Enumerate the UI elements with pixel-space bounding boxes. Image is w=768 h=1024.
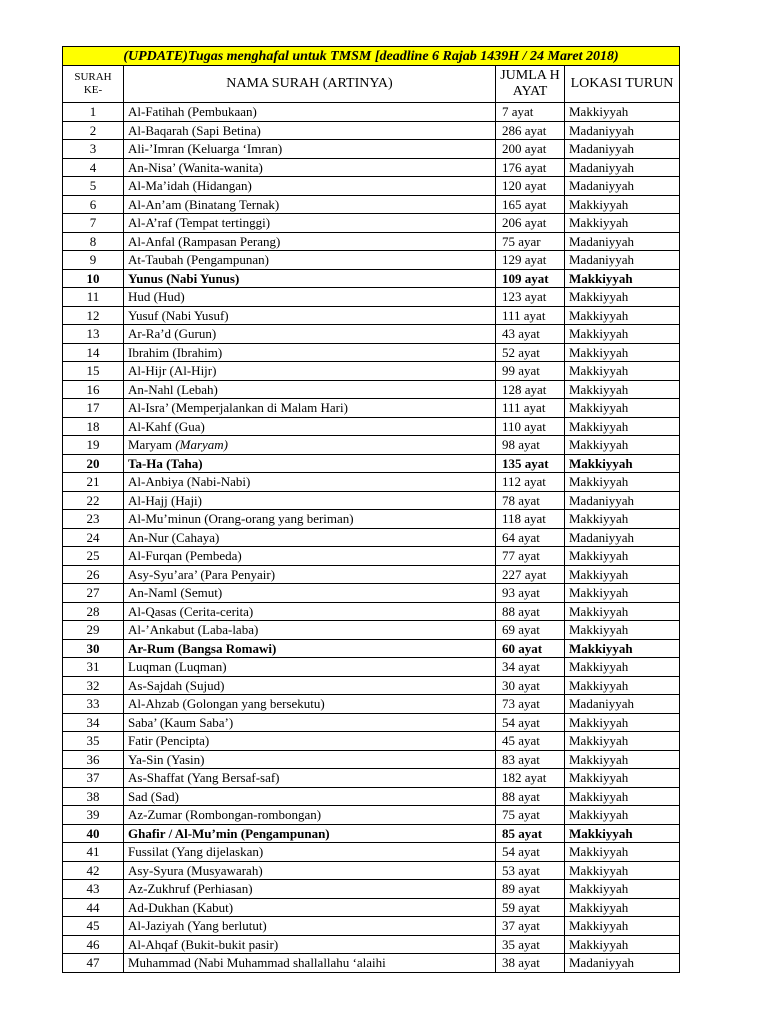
surah-name: Ar-Ra’d (Gurun) (124, 325, 496, 344)
surah-name: Ar-Rum (Bangsa Romawi) (124, 639, 496, 658)
surah-number: 4 (63, 158, 124, 177)
verse-count: 59 ayat (496, 898, 565, 917)
verse-count: 45 ayat (496, 732, 565, 751)
table-row (63, 380, 680, 399)
surah-number: 26 (63, 565, 124, 584)
table-row (63, 399, 680, 418)
table-row (63, 269, 680, 288)
revelation-place: Madaniyyah (565, 954, 680, 973)
table-row (63, 602, 680, 621)
verse-count: 34 ayat (496, 658, 565, 677)
revelation-place: Makkiyyah (565, 861, 680, 880)
title-row (63, 47, 680, 66)
revelation-place: Makkiyyah (565, 639, 680, 658)
table-row (63, 362, 680, 381)
surah-number: 17 (63, 399, 124, 418)
surah-name: Ta-Ha (Taha) (124, 454, 496, 473)
surah-name: Muhammad (Nabi Muhammad shallallahu ‘alaihi (124, 954, 496, 973)
table-row (63, 177, 680, 196)
verse-count: 35 ayat (496, 935, 565, 954)
revelation-place: Madaniyyah (565, 528, 680, 547)
revelation-place: Madaniyyah (565, 140, 680, 159)
revelation-place: Makkiyyah (565, 880, 680, 899)
verse-count: 77 ayat (496, 547, 565, 566)
surah-number: 6 (63, 195, 124, 214)
verse-count: 123 ayat (496, 288, 565, 307)
surah-name: Al-Baqarah (Sapi Betina) (124, 121, 496, 140)
table-row (63, 547, 680, 566)
surah-name: Al-A’raf (Tempat tertinggi) (124, 214, 496, 233)
surah-name: Al-Fatihah (Pembukaan) (124, 103, 496, 122)
revelation-place: Makkiyyah (565, 935, 680, 954)
surah-number: 39 (63, 806, 124, 825)
surah-number: 1 (63, 103, 124, 122)
verse-count: 7 ayat (496, 103, 565, 122)
surah-number: 5 (63, 177, 124, 196)
surah-number: 47 (63, 954, 124, 973)
verse-count: 75 ayat (496, 806, 565, 825)
revelation-place: Makkiyyah (565, 565, 680, 584)
surah-name: Al-Ma’idah (Hidangan) (124, 177, 496, 196)
verse-count: 112 ayat (496, 473, 565, 492)
revelation-place: Makkiyyah (565, 843, 680, 862)
table-row (63, 251, 680, 270)
table-row (63, 676, 680, 695)
surah-name: An-Nisa’ (Wanita-wanita) (124, 158, 496, 177)
revelation-place: Makkiyyah (565, 750, 680, 769)
revelation-place: Madaniyyah (565, 121, 680, 140)
surah-name: Al-Anfal (Rampasan Perang) (124, 232, 496, 251)
verse-count: 227 ayat (496, 565, 565, 584)
table-row (63, 769, 680, 788)
surah-name: Al-Isra’ (Memperjalankan di Malam Hari) (124, 399, 496, 418)
table-row (63, 954, 680, 973)
table-row (63, 232, 680, 251)
table-row (63, 417, 680, 436)
surah-number: 46 (63, 935, 124, 954)
revelation-place: Makkiyyah (565, 473, 680, 492)
surah-number: 36 (63, 750, 124, 769)
surah-number: 8 (63, 232, 124, 251)
table-row (63, 732, 680, 751)
table-row (63, 787, 680, 806)
surah-number: 21 (63, 473, 124, 492)
revelation-place: Madaniyyah (565, 158, 680, 177)
surah-number: 31 (63, 658, 124, 677)
verse-count: 78 ayat (496, 491, 565, 510)
surah-name: Luqman (Luqman) (124, 658, 496, 677)
surah-name: Fussilat (Yang dijelaskan) (124, 843, 496, 862)
surah-name: Az-Zukhruf (Perhiasan) (124, 880, 496, 899)
verse-count: 165 ayat (496, 195, 565, 214)
revelation-place: Makkiyyah (565, 214, 680, 233)
surah-name: Saba’ (Kaum Saba’) (124, 713, 496, 732)
surah-name: Al-Ahzab (Golongan yang bersekutu) (124, 695, 496, 714)
surah-name: As-Sajdah (Sujud) (124, 676, 496, 695)
revelation-place: Makkiyyah (565, 288, 680, 307)
surah-name: As-Shaffat (Yang Bersaf-saf) (124, 769, 496, 788)
table-row (63, 843, 680, 862)
surah-number: 15 (63, 362, 124, 381)
surah-number: 33 (63, 695, 124, 714)
table-row (63, 565, 680, 584)
header-surah-name: NAMA SURAH (ARTINYA) (124, 66, 496, 103)
verse-count: 37 ayat (496, 917, 565, 936)
verse-count: 93 ayat (496, 584, 565, 603)
surah-name: Hud (Hud) (124, 288, 496, 307)
verse-count: 129 ayat (496, 251, 565, 270)
revelation-place: Makkiyyah (565, 436, 680, 455)
verse-count: 83 ayat (496, 750, 565, 769)
table-row (63, 917, 680, 936)
surah-name: Al-Anbiya (Nabi-Nabi) (124, 473, 496, 492)
surah-name: Ibrahim (Ibrahim) (124, 343, 496, 362)
revelation-place: Makkiyyah (565, 269, 680, 288)
verse-count: 43 ayat (496, 325, 565, 344)
verse-count: 89 ayat (496, 880, 565, 899)
verse-count: 30 ayat (496, 676, 565, 695)
surah-number: 37 (63, 769, 124, 788)
verse-count: 176 ayat (496, 158, 565, 177)
surah-name: Ali-’Imran (Keluarga ‘Imran) (124, 140, 496, 159)
surah-number: 27 (63, 584, 124, 603)
surah-name: At-Taubah (Pengampunan) (124, 251, 496, 270)
surah-name: Al-Mu’minun (Orang-orang yang beriman) (124, 510, 496, 529)
verse-count: 85 ayat (496, 824, 565, 843)
verse-count: 54 ayat (496, 713, 565, 732)
revelation-place: Makkiyyah (565, 417, 680, 436)
table-row (63, 473, 680, 492)
surah-number: 24 (63, 528, 124, 547)
surah-number: 18 (63, 417, 124, 436)
verse-count: 64 ayat (496, 528, 565, 547)
verse-count: 200 ayat (496, 140, 565, 159)
table-row (63, 898, 680, 917)
table-row (63, 158, 680, 177)
table-row (63, 658, 680, 677)
verse-count: 206 ayat (496, 214, 565, 233)
surah-number: 14 (63, 343, 124, 362)
revelation-place: Makkiyyah (565, 380, 680, 399)
surah-name: Al-Kahf (Gua) (124, 417, 496, 436)
surah-number: 16 (63, 380, 124, 399)
verse-count: 98 ayat (496, 436, 565, 455)
verse-count: 118 ayat (496, 510, 565, 529)
verse-count: 88 ayat (496, 787, 565, 806)
surah-name: Al-’Ankabut (Laba-laba) (124, 621, 496, 640)
surah-name: Ya-Sin (Yasin) (124, 750, 496, 769)
header-revelation-place: LOKASI TURUN (565, 66, 680, 103)
surah-number: 11 (63, 288, 124, 307)
surah-number: 19 (63, 436, 124, 455)
verse-count: 111 ayat (496, 306, 565, 325)
revelation-place: Makkiyyah (565, 898, 680, 917)
header-verse-count: JUMLA H AYAT (496, 66, 565, 103)
surah-name-text: Maryam (128, 437, 173, 453)
surah-number: 7 (63, 214, 124, 233)
table-row (63, 713, 680, 732)
revelation-place: Makkiyyah (565, 584, 680, 603)
table-row (63, 325, 680, 344)
table-row (63, 343, 680, 362)
verse-count: 109 ayat (496, 269, 565, 288)
revelation-place: Madaniyyah (565, 232, 680, 251)
verse-count: 38 ayat (496, 954, 565, 973)
revelation-place: Makkiyyah (565, 621, 680, 640)
revelation-place: Makkiyyah (565, 713, 680, 732)
surah-name: Al-Jaziyah (Yang berlutut) (124, 917, 496, 936)
table-row (63, 621, 680, 640)
revelation-place: Makkiyyah (565, 325, 680, 344)
header-row (63, 66, 680, 103)
surah-name: Yusuf (Nabi Yusuf) (124, 306, 496, 325)
table-row (63, 880, 680, 899)
surah-name: Al-Qasas (Cerita-cerita) (124, 602, 496, 621)
verse-count: 182 ayat (496, 769, 565, 788)
revelation-place: Makkiyyah (565, 306, 680, 325)
verse-count: 135 ayat (496, 454, 565, 473)
table-row (63, 140, 680, 159)
surah-number: 32 (63, 676, 124, 695)
surah-number: 10 (63, 269, 124, 288)
surah-number: 23 (63, 510, 124, 529)
surah-number: 28 (63, 602, 124, 621)
table-row (63, 306, 680, 325)
revelation-place: Madaniyyah (565, 695, 680, 714)
verse-count: 111 ayat (496, 399, 565, 418)
surah-name: Sad (Sad) (124, 787, 496, 806)
surah-number: 38 (63, 787, 124, 806)
revelation-place: Makkiyyah (565, 732, 680, 751)
verse-count: 52 ayat (496, 343, 565, 362)
surah-number: 45 (63, 917, 124, 936)
surah-number: 35 (63, 732, 124, 751)
surah-number: 20 (63, 454, 124, 473)
revelation-place: Makkiyyah (565, 658, 680, 677)
verse-count: 54 ayat (496, 843, 565, 862)
revelation-place: Makkiyyah (565, 787, 680, 806)
table-row (63, 528, 680, 547)
surah-number: 40 (63, 824, 124, 843)
surah-number: 25 (63, 547, 124, 566)
verse-count: 53 ayat (496, 861, 565, 880)
surah-name: Al-Furqan (Pembeda) (124, 547, 496, 566)
table-row (63, 454, 680, 473)
surah-number: 41 (63, 843, 124, 862)
table-body (63, 103, 680, 973)
revelation-place: Makkiyyah (565, 399, 680, 418)
surah-name: Al-Hijr (Al-Hijr) (124, 362, 496, 381)
surah-number: 2 (63, 121, 124, 140)
revelation-place: Makkiyyah (565, 510, 680, 529)
revelation-place: Makkiyyah (565, 917, 680, 936)
table-row (63, 861, 680, 880)
surah-number: 34 (63, 713, 124, 732)
surah-name: Asy-Syu’ara’ (Para Penyair) (124, 565, 496, 584)
surah-name: An-Naml (Semut) (124, 584, 496, 603)
table-title: (UPDATE)Tugas menghafal untuk TMSM [deadline 6 Rajab 1439H / 24 Maret 2018) (63, 47, 680, 66)
surah-name (124, 436, 496, 455)
table-row (63, 103, 680, 122)
revelation-place: Makkiyyah (565, 195, 680, 214)
revelation-place: Madaniyyah (565, 491, 680, 510)
verse-count: 128 ayat (496, 380, 565, 399)
table-row (63, 195, 680, 214)
surah-number: 12 (63, 306, 124, 325)
verse-count: 88 ayat (496, 602, 565, 621)
verse-count: 75 ayar (496, 232, 565, 251)
verse-count: 99 ayat (496, 362, 565, 381)
revelation-place: Makkiyyah (565, 362, 680, 381)
verse-count: 69 ayat (496, 621, 565, 640)
surah-table (62, 46, 680, 973)
table-row (63, 121, 680, 140)
revelation-place: Madaniyyah (565, 251, 680, 270)
revelation-place: Makkiyyah (565, 806, 680, 825)
revelation-place: Makkiyyah (565, 602, 680, 621)
surah-name-meaning: (Maryam) (175, 437, 229, 453)
surah-name: Al-Ahqaf (Bukit-bukit pasir) (124, 935, 496, 954)
surah-name: Fatir (Pencipta) (124, 732, 496, 751)
surah-name: Az-Zumar (Rombongan-rombongan) (124, 806, 496, 825)
verse-count: 286 ayat (496, 121, 565, 140)
surah-name: Ad-Dukhan (Kabut) (124, 898, 496, 917)
header-surah-no: SURAH KE- (63, 66, 124, 103)
surah-number: 29 (63, 621, 124, 640)
surah-number: 22 (63, 491, 124, 510)
surah-name: Asy-Syura (Musyawarah) (124, 861, 496, 880)
surah-name: Al-An’am (Binatang Ternak) (124, 195, 496, 214)
surah-name: An-Nahl (Lebah) (124, 380, 496, 399)
surah-number: 44 (63, 898, 124, 917)
surah-name: Ghafir / Al-Mu’min (Pengampunan) (124, 824, 496, 843)
table-row (63, 214, 680, 233)
revelation-place: Makkiyyah (565, 454, 680, 473)
revelation-place: Makkiyyah (565, 103, 680, 122)
table-row (63, 806, 680, 825)
revelation-place: Makkiyyah (565, 824, 680, 843)
surah-number: 42 (63, 861, 124, 880)
surah-number: 9 (63, 251, 124, 270)
verse-count: 120 ayat (496, 177, 565, 196)
table-row (63, 824, 680, 843)
table-row (63, 584, 680, 603)
surah-number: 30 (63, 639, 124, 658)
table-row (63, 510, 680, 529)
surah-number: 43 (63, 880, 124, 899)
surah-number: 13 (63, 325, 124, 344)
verse-count: 60 ayat (496, 639, 565, 658)
table-row (63, 288, 680, 307)
table-row (63, 695, 680, 714)
table-row (63, 750, 680, 769)
revelation-place: Madaniyyah (565, 177, 680, 196)
revelation-place: Makkiyyah (565, 769, 680, 788)
surah-name: An-Nur (Cahaya) (124, 528, 496, 547)
surah-number: 3 (63, 140, 124, 159)
table-row (63, 491, 680, 510)
table-row (63, 436, 680, 455)
revelation-place: Makkiyyah (565, 547, 680, 566)
table-row (63, 639, 680, 658)
revelation-place: Makkiyyah (565, 343, 680, 362)
revelation-place: Makkiyyah (565, 676, 680, 695)
surah-name: Al-Hajj (Haji) (124, 491, 496, 510)
verse-count: 73 ayat (496, 695, 565, 714)
surah-name: Yunus (Nabi Yunus) (124, 269, 496, 288)
verse-count: 110 ayat (496, 417, 565, 436)
table-row (63, 935, 680, 954)
